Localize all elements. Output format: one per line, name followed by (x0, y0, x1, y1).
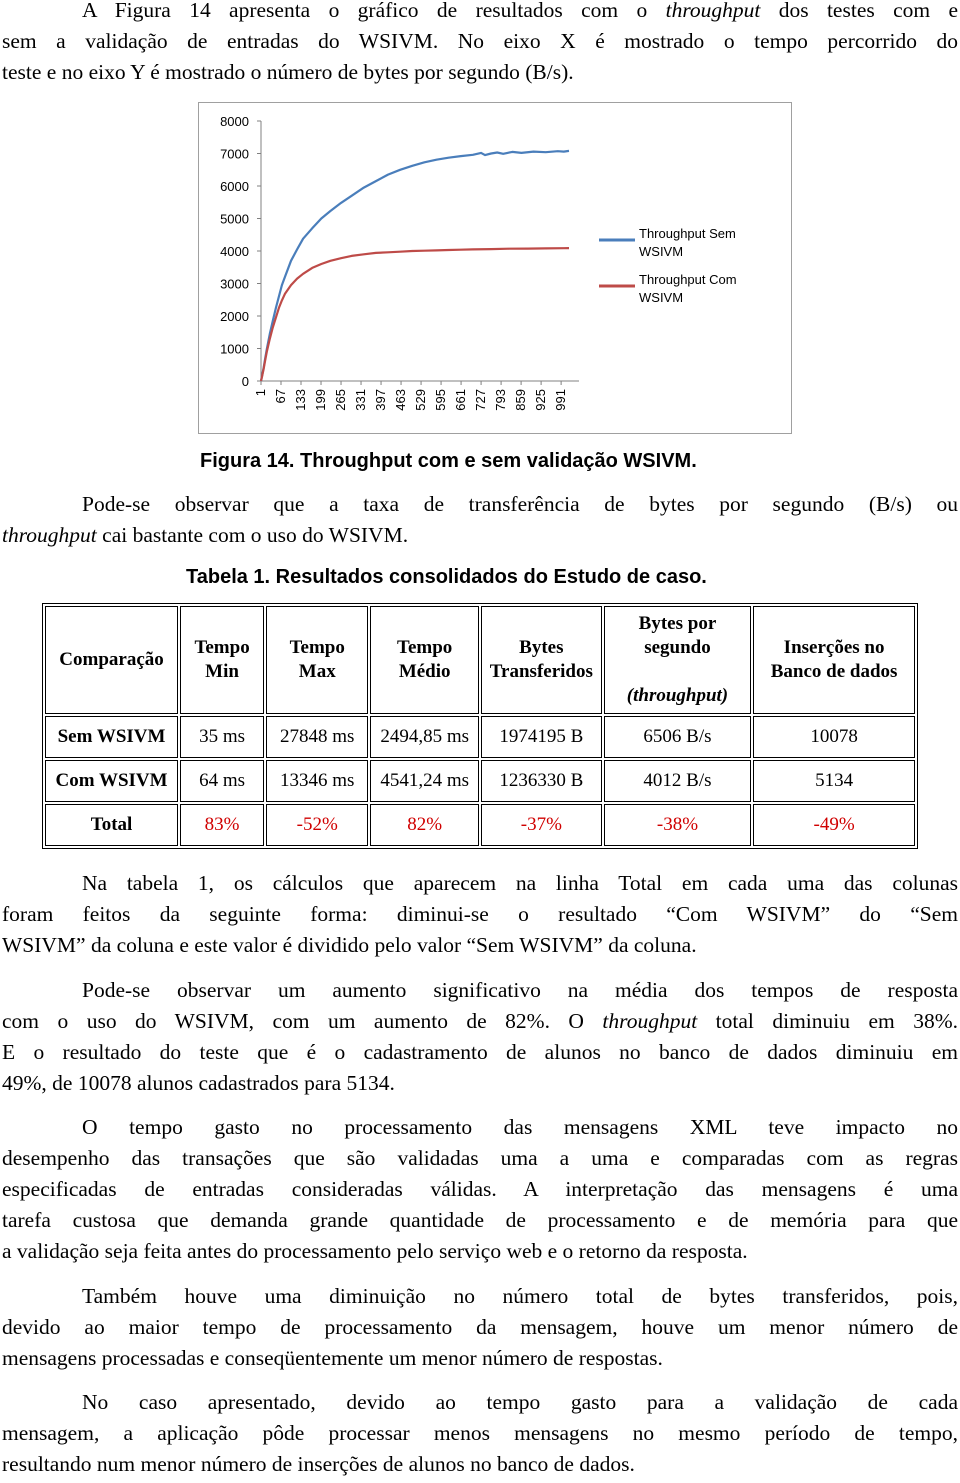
x-tick-label: 529 (413, 389, 429, 411)
paragraph-4 (2, 975, 958, 1099)
y-tick-label: 6000 (220, 179, 249, 194)
cell-tempo-medio: 82% (370, 804, 479, 846)
paragraph-7 (2, 1387, 958, 1480)
y-tick-label: 5000 (220, 211, 249, 227)
cell-tempo-medio: 2494,85 ms (370, 716, 479, 758)
paragraph-5-line-2: desempenho das transações que são validadas uma a uma e comparadas com as regras (2, 1146, 958, 1170)
paragraph-7-line-2: mensagem, a aplicação pôde processar menos mensagens no mesmo período de tempo, (2, 1421, 958, 1445)
legend-label: Throughput Sem (639, 226, 736, 241)
x-tick-label: 199 (313, 389, 329, 411)
cell-bytes-por-segundo: 6506 B/s (604, 716, 751, 758)
paragraph-5-line-5: a validação seja feita antes do processamento pelo serviço web e o retorno da resposta. (2, 1239, 748, 1263)
table-row (45, 716, 915, 758)
row-label: Com WSIVM (45, 760, 178, 802)
table-caption: Tabela 1. Resultados consolidados do Estudo de caso. (186, 566, 707, 588)
paragraph-5 (2, 1112, 958, 1267)
header-insercoes: Inserções no Banco de dados (753, 606, 915, 714)
cell-tempo-min: 64 ms (180, 760, 264, 802)
cell-tempo-max: 13346 ms (266, 760, 368, 802)
paragraph-4-line-2: com o uso do WSIVM, com um aumento de 82%. O throughput total diminuiu em 38%. (2, 1009, 958, 1033)
row-label: Sem WSIVM (45, 716, 178, 758)
cell-bytes-por-segundo: 4012 B/s (604, 760, 751, 802)
paragraph-2-line-1: Pode-se observar que a taxa de transferência de bytes por segundo (B/s) ou (82, 492, 958, 516)
paragraph-4-line-3: E o resultado do teste que é o cadastramento de alunos no banco de dados diminuiu em (2, 1040, 958, 1064)
x-tick-label: 397 (373, 389, 389, 411)
x-tick-label: 727 (473, 389, 489, 411)
y-tick-label: 1000 (220, 341, 249, 357)
cell-bytes: -37% (481, 804, 602, 846)
paragraph-4-line-1: Pode-se observar um aumento significativo na média dos tempos de resposta (82, 978, 958, 1002)
throughput-chart (198, 102, 792, 434)
x-tick-label: 1 (253, 389, 268, 397)
y-tick-label: 7000 (220, 146, 249, 162)
cell-bytes-por-segundo: -38% (604, 804, 751, 846)
results-table (42, 603, 918, 849)
cell-bytes: 1974195 B (481, 716, 602, 758)
cell-tempo-max: 27848 ms (266, 716, 368, 758)
x-tick-label: 331 (353, 389, 369, 411)
paragraph-6 (2, 1281, 958, 1374)
cell-tempo-max: -52% (266, 804, 368, 846)
paragraph-6-line-1: Também houve uma diminuição no número total de bytes transferidos, pois, (82, 1284, 958, 1308)
row-label: Total (45, 804, 178, 846)
x-tick-label: 793 (493, 389, 509, 411)
chart-svg (199, 103, 791, 433)
header-tempo-medio: Tempo Médio (370, 606, 479, 714)
intro-line-2: sem a validação de entradas do WSIVM. No eixo X é mostrado o tempo percorrido do (2, 29, 958, 53)
table-row (45, 760, 915, 802)
y-tick-label: 3000 (220, 276, 249, 292)
paragraph-7-line-3: resultando num menor número de inserções de alunos no banco de dados. (2, 1452, 635, 1476)
paragraph-3-line-1: Na tabela 1, os cálculos que aparecem na linha Total em cada uma das colunas (82, 871, 958, 895)
x-tick-label: 859 (513, 389, 529, 411)
series-line (261, 248, 569, 381)
legend-label: Throughput Com (639, 272, 737, 287)
legend-label: WSIVM (639, 244, 684, 259)
y-tick-label: 4000 (220, 244, 249, 259)
header-bytes-transferidos: Bytes Transferidos (481, 606, 602, 714)
table-header-row (45, 606, 915, 714)
paragraph-2-line-2: throughput cai bastante com o uso do WSIVM. (2, 523, 409, 547)
x-tick-label: 67 (273, 389, 289, 404)
x-tick-label: 661 (453, 389, 469, 411)
intro-line-1: A Figura 14 apresenta o gráfico de resultados com o throughput dos testes com e (82, 0, 958, 22)
header-tempo-min: Tempo Min (180, 606, 264, 714)
paragraph-4-line-4: 49%, de 10078 alunos cadastrados para 5134. (2, 1071, 395, 1095)
y-tick-label: 2000 (220, 309, 249, 324)
x-tick-label: 463 (393, 389, 409, 411)
x-tick-label: 133 (293, 389, 309, 411)
cell-tempo-min: 83% (180, 804, 264, 846)
intro-paragraph (2, 0, 958, 88)
figure-caption: Figura 14. Throughput com e sem validação WSIVM. (200, 450, 697, 472)
cell-insercoes: 5134 (753, 760, 915, 802)
header-tempo-max: Tempo Max (266, 606, 368, 714)
paragraph-7-line-1: No caso apresentado, devido ao tempo gasto para a validação de cada (82, 1390, 958, 1414)
paragraph-2 (2, 489, 958, 551)
legend-label: WSIVM (639, 290, 684, 305)
x-tick-label: 595 (433, 389, 449, 411)
x-tick-label: 925 (533, 389, 549, 411)
x-tick-label: 991 (553, 389, 569, 411)
cell-insercoes: -49% (753, 804, 915, 846)
y-tick-label: 8000 (220, 114, 249, 129)
paragraph-3-line-2: foram feitos da seguinte forma: diminui-se o resultado “Com WSIVM” do “Sem (2, 902, 958, 926)
paragraph-5-line-3: especificadas de entradas consideradas válidas. A interpretação das mensagens é uma (2, 1177, 958, 1201)
paragraph-3-line-3: WSIVM” da coluna e este valor é dividido pelo valor “Sem WSIVM” da coluna. (2, 933, 697, 957)
intro-line-3: teste e no eixo Y é mostrado o número de bytes por segundo (B/s). (2, 60, 574, 84)
paragraph-5-line-4: tarefa custosa que demanda grande quantidade de processamento e de memória para que (2, 1208, 958, 1232)
paragraph-6-line-3: mensagens processadas e conseqüentemente um menor número de respostas. (2, 1346, 663, 1370)
cell-tempo-min: 35 ms (180, 716, 264, 758)
series-line (261, 151, 569, 381)
x-tick-label: 265 (333, 389, 349, 411)
header-bytes-por-segundo: Bytes por segundo (throughput) (604, 606, 751, 714)
table-row-total (45, 804, 915, 846)
paragraph-5-line-1: O tempo gasto no processamento das mensagens XML teve impacto no (82, 1115, 958, 1139)
y-tick-label: 0 (241, 374, 249, 389)
header-comparacao: Comparação (45, 606, 178, 714)
paragraph-3 (2, 868, 958, 961)
cell-tempo-medio: 4541,24 ms (370, 760, 479, 802)
cell-insercoes: 10078 (753, 716, 915, 758)
cell-bytes: 1236330 B (481, 760, 602, 802)
paragraph-6-line-2: devido ao maior tempo de processamento da mensagem, houve um menor número de (2, 1315, 958, 1339)
